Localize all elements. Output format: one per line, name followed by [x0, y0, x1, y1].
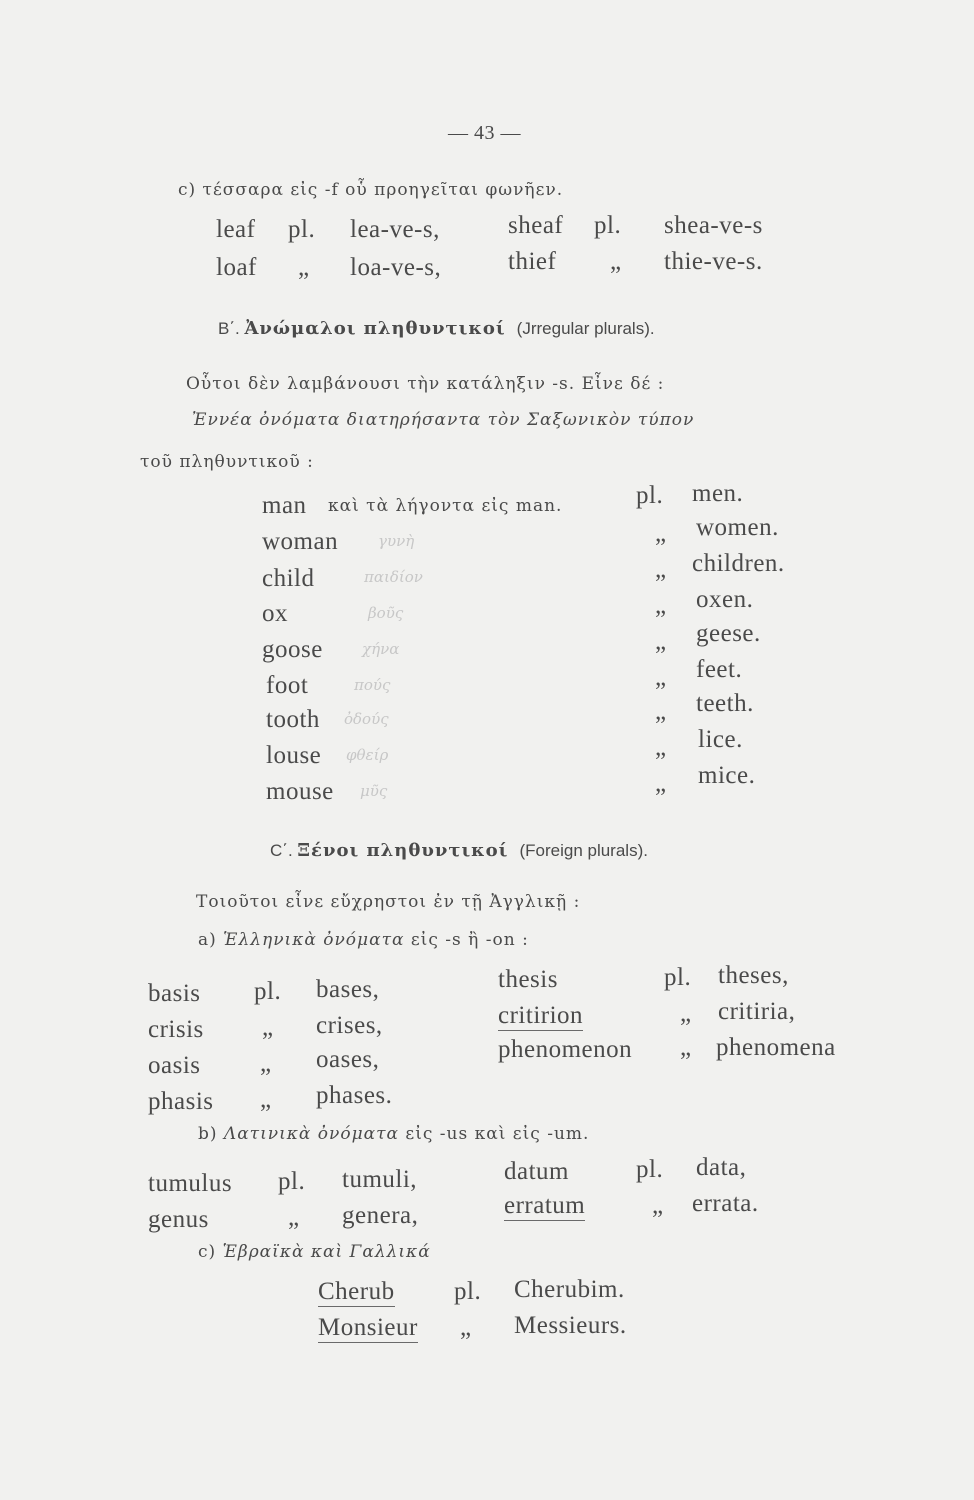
gr-pl-3: oases,: [316, 1046, 380, 1073]
b-intro-1: Οὗτοι δὲν λαμβάνουσι τὴν κατάληξιν -s. Εἶνε δέ :: [186, 374, 665, 394]
a-heading: [198, 930, 529, 950]
irr-sg-goose: goose: [262, 636, 323, 663]
b-heading-label: b): [198, 1124, 224, 1144]
section-b-label: B΄.: [218, 319, 245, 338]
f-sg2-1: sheaf: [508, 212, 564, 239]
la-sg2-2: [504, 1192, 585, 1220]
hf-sg-1: [318, 1278, 395, 1306]
c-heading: [198, 1242, 431, 1262]
la-pl2-1: data,: [696, 1154, 747, 1181]
b-heading-rest: εἰς -us καὶ εἰς -um.: [399, 1124, 590, 1144]
irr-pencil-louse: φθείρ: [346, 746, 389, 764]
f-pl-2: loa-ve-s,: [350, 254, 442, 281]
gr-mark2-3: „: [680, 1034, 692, 1061]
hf-pl-2: Messieurs.: [514, 1312, 627, 1339]
gr-sg-2: crisis: [148, 1016, 204, 1043]
la-mark-1: pl.: [278, 1168, 306, 1195]
gr-sg-3: oasis: [148, 1052, 201, 1079]
gr-mark2-1: pl.: [664, 964, 692, 991]
irr-sg-ox: ox: [262, 600, 288, 627]
hf-sg-2-underlined: Monsieur: [318, 1314, 418, 1341]
section-b-greek: Ἀνώμαλοι πληθυντικοί: [244, 318, 506, 339]
irr-pl-goose: geese.: [696, 620, 761, 647]
irr-mark-foot: „: [655, 664, 667, 691]
section-c-heading: [270, 840, 648, 861]
la-mark-2: „: [288, 1204, 300, 1231]
la-sg2-1: datum: [504, 1158, 569, 1185]
c-intro: Τοιοῦτοι εἶνε εὔχρηστοι ἐν τῇ Ἀγγλικῇ :: [196, 892, 581, 912]
hf-sg-2: [318, 1314, 418, 1342]
section-b-english: (Jrregular plurals).: [516, 319, 655, 338]
irr-pencil-ox: βοῦς: [368, 604, 404, 622]
gr-sg2-2-underlined: critirion: [498, 1002, 584, 1029]
a-heading-label: a): [198, 930, 224, 950]
irr-sg-louse: louse: [266, 742, 322, 769]
la-pl2-2: errata.: [692, 1190, 759, 1217]
f-mark-1: pl.: [288, 216, 316, 243]
gr-sg-1: basis: [148, 980, 201, 1007]
gr-sg2-2: [498, 1002, 583, 1030]
irr-pl-foot: feet.: [696, 656, 743, 683]
gr-pl2-2: critiria,: [718, 998, 796, 1025]
a-heading-italic: Ἑλληνικὰ ὀνόματα: [223, 930, 405, 950]
irr-pencil-woman: γυνὴ: [378, 532, 415, 550]
irr-mark-tooth: „: [655, 698, 667, 725]
irr-mark-child: „: [655, 556, 667, 583]
f-pl-1: lea-ve-s,: [350, 216, 440, 243]
irr-pl-child: children.: [692, 550, 785, 577]
la-mark2-2: „: [652, 1192, 664, 1219]
irr-sg-foot: foot: [266, 672, 309, 699]
irr-mark-woman: „: [655, 520, 667, 547]
irr-mark-louse: „: [655, 734, 667, 761]
hf-mark-1: pl.: [454, 1278, 482, 1305]
f-mark-2: „: [298, 254, 310, 281]
irr-note-man: καὶ τὰ λήγοντα εἰς man.: [328, 496, 563, 516]
gr-mark2-2: „: [680, 1000, 692, 1027]
f-mark2-1: pl.: [594, 212, 622, 239]
hf-mark-2: „: [460, 1314, 472, 1341]
gr-sg2-1: thesis: [498, 966, 558, 993]
la-pl-2: genera,: [342, 1202, 419, 1229]
irr-pencil-child: παιδίον: [364, 568, 423, 586]
f-sg-1: leaf: [216, 216, 256, 243]
b-intro-3: τοῦ πληθυντικοῦ :: [140, 452, 314, 472]
la-sg-2: genus: [148, 1206, 209, 1233]
section-c-greek: Ξένοι πληθυντικοί: [297, 840, 509, 861]
irr-sg-tooth: tooth: [266, 706, 320, 733]
irr-sg-woman: woman: [262, 528, 339, 555]
b-heading: [198, 1124, 589, 1144]
section-b-heading: [218, 318, 655, 339]
section-c-english: (Foreign plurals).: [519, 841, 648, 860]
gr-mark-1: pl.: [254, 978, 282, 1005]
page-number: — 43 —: [448, 122, 521, 144]
c-heading-label: c): [198, 1242, 223, 1262]
irr-pencil-mouse: μῦς: [360, 782, 388, 800]
section-c-intro: c) τέσσαρα εἰς -f οὗ προηγεῖται φωνῆεν.: [178, 180, 564, 200]
gr-sg-4: phasis: [148, 1088, 214, 1115]
gr-pl2-3: phenomena: [716, 1034, 836, 1061]
gr-pl-1: bases,: [316, 976, 380, 1003]
irr-mark-man: pl.: [636, 482, 664, 509]
a-heading-rest: εἰς -s ἢ -on :: [404, 930, 529, 950]
b-heading-italic: Λατινικὰ ὀνόματα: [223, 1124, 399, 1144]
la-sg-1: tumulus: [148, 1170, 233, 1197]
b-intro-2: Ἐννέα ὀνόματα διατηρήσαντα τὸν Σαξωνικὸν τύπον: [192, 410, 695, 430]
hf-sg-1-underlined: Cherub: [318, 1278, 395, 1305]
la-sg2-2-underlined: erratum: [504, 1192, 586, 1219]
la-pl-1: tumuli,: [342, 1166, 418, 1193]
f-mark2-2: „: [610, 248, 622, 275]
gr-mark-2: „: [262, 1014, 274, 1041]
irr-sg-child: child: [262, 565, 315, 592]
gr-pl2-1: theses,: [718, 962, 789, 989]
hf-pl-1: Cherubim.: [514, 1276, 625, 1303]
irr-pencil-tooth: ὀδούς: [344, 710, 389, 728]
gr-mark-3: „: [260, 1050, 272, 1077]
irr-sg-man: man: [262, 492, 307, 519]
la-mark2-1: pl.: [636, 1156, 664, 1183]
irr-pl-ox: oxen.: [696, 586, 754, 613]
irr-pl-man: men.: [692, 480, 744, 507]
section-c-label: C΄.: [270, 841, 298, 860]
irr-sg-mouse: mouse: [266, 778, 334, 805]
c-heading-italic: Ἑβραϊκὰ καὶ Γαλλικά: [222, 1242, 431, 1262]
irr-pl-louse: lice.: [698, 726, 743, 753]
irr-pl-mouse: mice.: [698, 762, 756, 789]
f-pl2-1: shea-ve-s: [664, 212, 763, 239]
gr-pl-4: phases.: [316, 1082, 393, 1109]
f-sg2-2: thief: [508, 248, 557, 275]
irr-pl-woman: women.: [696, 514, 779, 541]
irr-pencil-goose: χήνα: [362, 640, 400, 658]
f-sg-2: loaf: [216, 254, 257, 281]
irr-pencil-foot: πούς: [354, 676, 391, 694]
irr-pl-tooth: teeth.: [696, 690, 754, 717]
gr-sg2-3: phenomenon: [498, 1036, 633, 1063]
irr-mark-goose: „: [655, 628, 667, 655]
gr-pl-2: crises,: [316, 1012, 383, 1039]
gr-mark-4: „: [260, 1086, 272, 1113]
f-pl2-2: thie-ve-s.: [664, 248, 763, 275]
irr-mark-ox: „: [655, 592, 667, 619]
irr-mark-mouse: „: [655, 770, 667, 797]
